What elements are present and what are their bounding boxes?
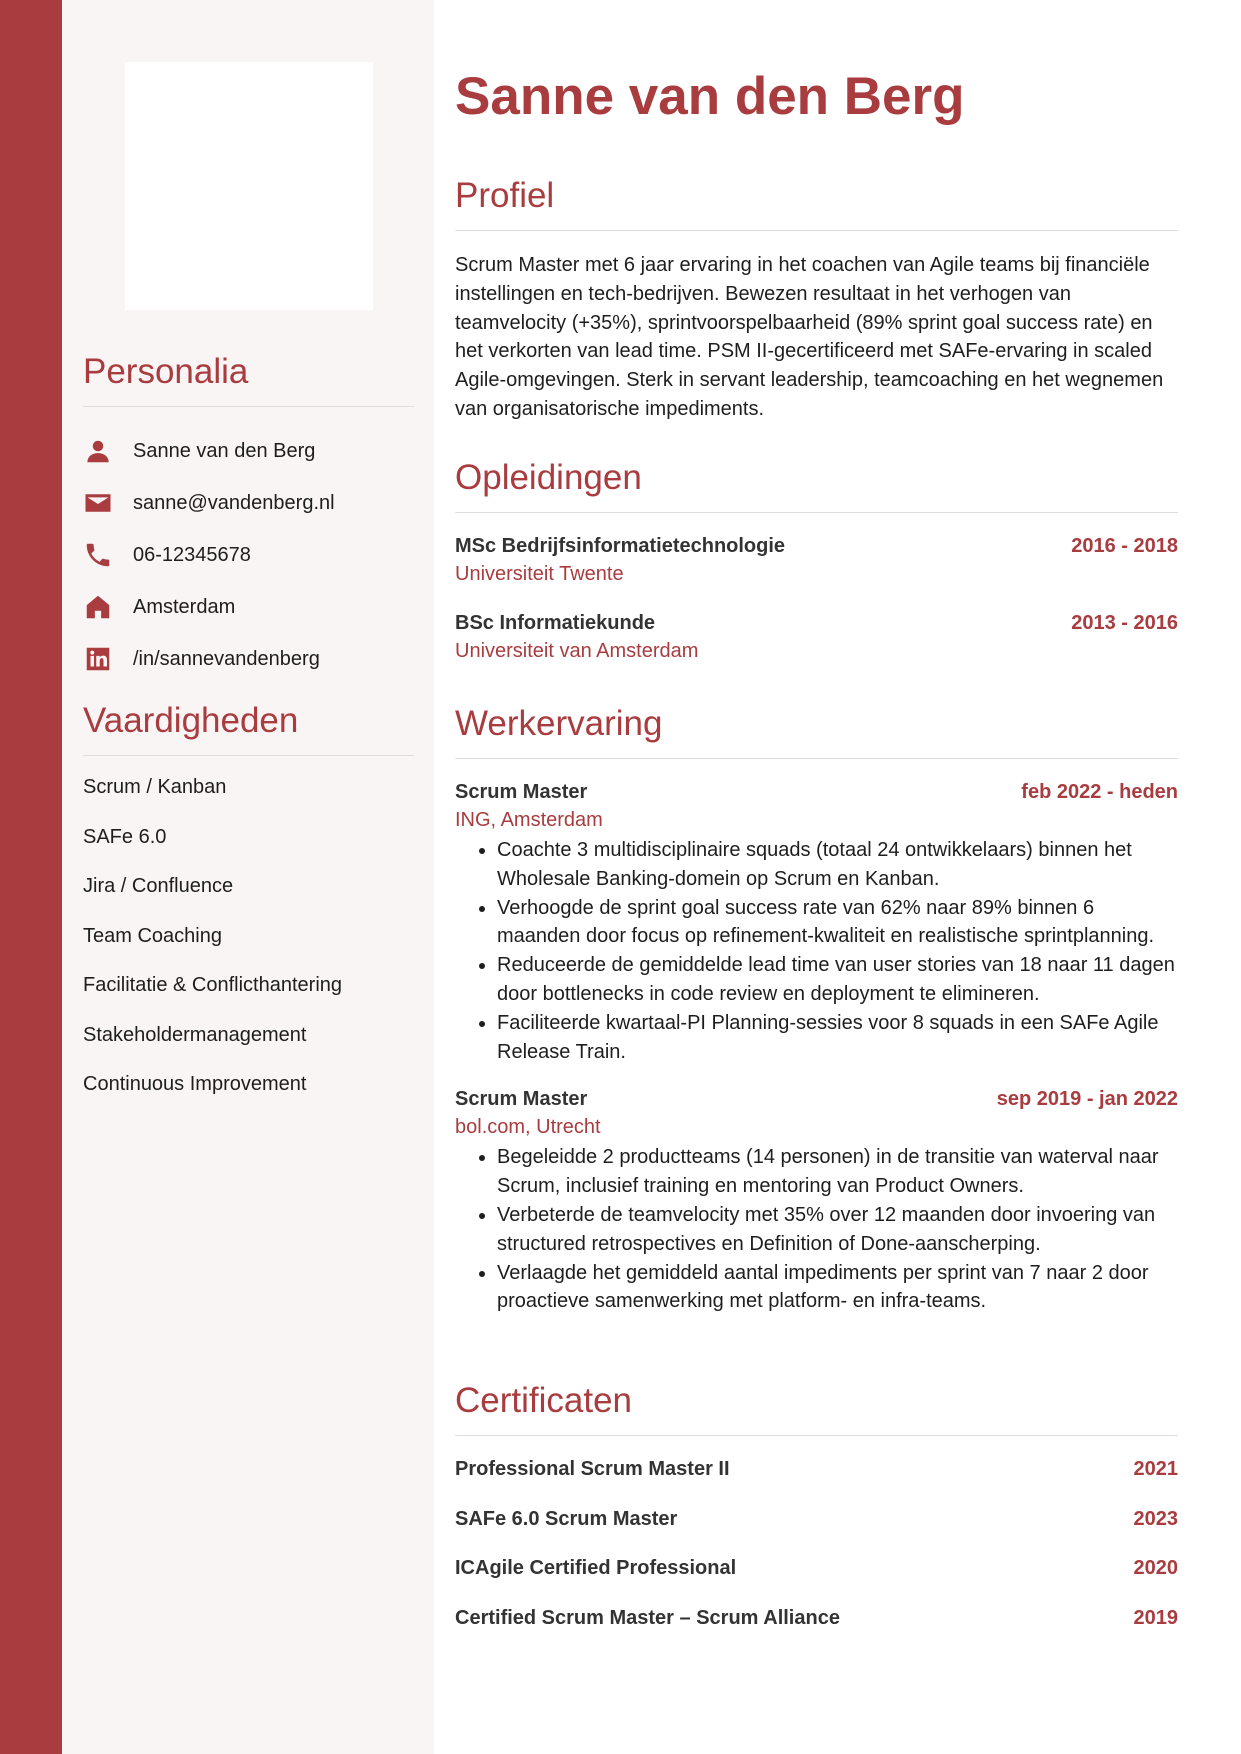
profile-section [455, 176, 1178, 424]
contact-name [83, 425, 414, 477]
experience-entry [455, 1088, 1178, 1316]
skill-item: SAFe 6.0 [83, 825, 167, 848]
profile-photo-placeholder [125, 62, 373, 310]
contact-linkedin [83, 633, 414, 685]
job-role: Scrum Master [455, 781, 588, 803]
education-school: Universiteit Twente [455, 563, 624, 585]
job-bullets [455, 1143, 1178, 1316]
certificate-year: 2023 [1133, 1507, 1178, 1530]
education-school: Universiteit van Amsterdam [455, 640, 699, 662]
certificate-row [455, 1607, 1178, 1657]
job-bullet: • Verbeterde de teamvelocity met 35% over 12 maanden door invoering van structured retrospectives en Definition of Done-aanscherping. [497, 1201, 1178, 1259]
job-bullets [455, 836, 1178, 1066]
skill-item: Scrum / Kanban [83, 776, 227, 798]
job-bullet: • Reduceerde de gemiddelde lead time van user stories van 18 naar 11 dagen door bottlenecks in code review en deployment te elimineren. [497, 951, 1178, 1009]
education-degree: BSc Informatiekunde [455, 612, 656, 634]
certificate-row [455, 1557, 1178, 1607]
skill-list [83, 774, 414, 1121]
job-bullet: • Faciliteerde kwartaal-PI Planning-sessies voor 8 squads in een SAFe Agile Release Train. [497, 1009, 1178, 1067]
contact-city [83, 581, 414, 633]
job-period: sep 2019 - jan 2022 [996, 1088, 1178, 1111]
experience-section [455, 704, 1178, 1316]
contact-city-text: Amsterdam [133, 595, 236, 618]
education-section [455, 458, 1178, 663]
certificate-list [455, 1458, 1178, 1656]
candidate-name: Sanne van den Berg [455, 67, 965, 126]
certificate-name: Certified Scrum Master – Scrum Alliance [455, 1606, 840, 1629]
education-period: 2016 - 2018 [1071, 535, 1178, 557]
skill-item: Stakeholdermanagement [83, 1023, 307, 1046]
certificate-year: 2020 [1133, 1557, 1178, 1579]
job-bullet: • Coachte 3 multidisciplinaire squads (totaal 24 ontwikkelaars) binnen het Wholesale Banking-domein op Scrum en Kanban. [497, 836, 1178, 894]
job-bullet: • Verlaagde het gemiddeld aantal impediments per sprint van 7 naar 2 door proactieve samenwerking met platform- en infra-teams. [497, 1259, 1178, 1317]
person-icon [83, 436, 113, 466]
skills-title: Vaardigheden [83, 701, 414, 756]
contact-email-text[interactable]: sanne@vandenberg.nl [133, 491, 335, 514]
job-company: bol.com, Utrecht [455, 1116, 601, 1139]
certificates-title: Certificaten [455, 1381, 1178, 1436]
mail-icon [83, 488, 113, 518]
linkedin-icon [83, 644, 113, 674]
skills-section [83, 701, 414, 1121]
profile-text: Scrum Master met 6 jaar ervaring in het coachen van Agile teams bij financiële instellingen en tech-bedrijven. Bewezen resultaat in het verhogen van teamvelocity (+35%), sprintvoorspelbaarheid (89% sprint goal success rate) en het verkorten van lead time. PSM II-gecertificeerd met SAFe-ervaring in scaled Agile-omgevingen. Sterk in servant leadership, teamcoaching en het wegnemen van organisatorische impediments. [455, 254, 1164, 420]
education-entry [455, 535, 1178, 586]
contact-email [83, 477, 414, 529]
skill-item: Continuous Improvement [83, 1073, 307, 1095]
skill-item: Facilitatie & Conflicthantering [83, 974, 343, 996]
experience-entry [455, 781, 1178, 1066]
home-icon [83, 592, 113, 622]
education-title: Opleidingen [455, 458, 1178, 513]
contact-linkedin-text[interactable]: /in/sannevandenberg [133, 647, 320, 670]
job-bullet: • Verhoogde de sprint goal success rate van 62% naar 89% binnen 6 maanden door focus op refinement-kwaliteit en realistische sprintplanning. [497, 894, 1178, 952]
certificate-name: SAFe 6.0 Scrum Master [455, 1507, 678, 1530]
contact-list [83, 425, 414, 685]
job-role: Scrum Master [455, 1088, 588, 1111]
certificates-section [455, 1381, 1178, 1656]
accent-stripe [0, 0, 62, 1754]
education-entry [455, 612, 1178, 663]
contact-phone [83, 529, 414, 581]
contact-phone-text[interactable]: 06-12345678 [133, 543, 251, 566]
certificate-name: Professional Scrum Master II [455, 1458, 730, 1480]
job-company: ING, Amsterdam [455, 809, 603, 831]
education-degree: MSc Bedrijfsinformatietechnologie [455, 535, 786, 557]
job-bullet: • Begeleidde 2 productteams (14 personen) in de transitie van waterval naar Scrum, inclusief training en mentoring van Product Owners. [497, 1143, 1178, 1201]
skill-item: Jira / Confluence [83, 875, 234, 897]
personalia-section [83, 352, 414, 685]
personalia-title: Personalia [83, 352, 414, 407]
contact-name-text: Sanne van den Berg [133, 439, 316, 462]
phone-icon [83, 540, 113, 570]
profile-title: Profiel [455, 176, 1178, 231]
certificate-row [455, 1458, 1178, 1508]
skill-item: Team Coaching [83, 924, 222, 947]
experience-title: Werkervaring [455, 704, 1178, 759]
education-period: 2013 - 2016 [1071, 612, 1178, 634]
certificate-row [455, 1508, 1178, 1558]
job-period: feb 2022 - heden [1021, 781, 1178, 803]
certificate-year: 2019 [1133, 1606, 1178, 1629]
certificate-name: ICAgile Certified Professional [455, 1557, 737, 1579]
certificate-year: 2021 [1133, 1458, 1178, 1480]
